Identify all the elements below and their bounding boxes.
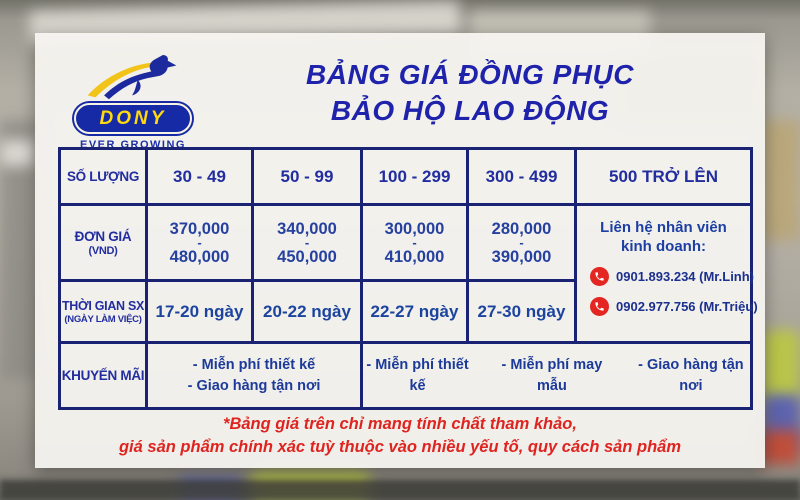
contact-cell — [577, 206, 758, 344]
leadtime-cell: 27-30 ngày — [469, 282, 577, 344]
disclaimer — [35, 413, 765, 459]
bg-highlight — [0, 140, 36, 166]
dony-logo — [63, 51, 203, 151]
bg-shelf-red — [760, 430, 800, 464]
phone-icon — [590, 297, 609, 316]
disclaimer-line2: giá sản phẩm chính xác tuỳ thuộc vào nhiều yếu tố, quy cách sản phẩm — [118, 438, 682, 456]
disclaimer-line1: *Bảng giá trên chỉ mang tính chất tham khảo, — [223, 415, 577, 433]
promo-large-orders-cell: - Miễn phí thiết kế - Miễn phí may mẫu - Giao hàng tận nơi — [366, 356, 744, 394]
leadtime-cell: 17-20 ngày — [148, 282, 254, 344]
price-row-label: ĐƠN GIÁ (VND) — [61, 206, 148, 282]
bg-fabric-green — [762, 330, 800, 400]
quantity-range-cell: 50 - 99 — [254, 150, 363, 206]
logo-wordmark: DONY — [99, 107, 167, 129]
leadtime-cell: 22-27 ngày — [363, 282, 469, 344]
logo-tagline: EVER GROWING — [79, 139, 186, 151]
logo-wordmark-pill — [74, 103, 192, 134]
quantity-range-cell: 100 - 299 — [363, 150, 469, 206]
leadtime-cell: 20-22 ngày — [254, 282, 363, 344]
leadtime-row-label: THỜI GIAN SX (NGÀY LÀM VIỆC) — [61, 282, 148, 344]
phone-icon — [590, 267, 609, 286]
quantity-range-cell: 300 - 499 — [469, 150, 577, 206]
quantity-range-cell: 30 - 49 — [148, 150, 254, 206]
page-title — [210, 57, 730, 129]
promo-small-orders-cell: - Miễn phí thiết kế - Giao hàng tận nơi — [148, 344, 363, 407]
price-cell: 370,000 - 480,000 — [148, 206, 254, 282]
price-card — [35, 33, 765, 468]
bg-floor-shadow — [0, 480, 800, 500]
promo-row-label: KHUYẾN MÃI — [61, 344, 148, 407]
quantity-row-label: SỐ LƯỢNG — [61, 150, 148, 206]
page-title-line1: BẢNG GIÁ ĐỒNG PHỤC — [306, 59, 634, 90]
contact-phone-row — [581, 297, 758, 316]
bg-shelf — [760, 120, 800, 240]
phone-number: 0902.977.756 (Mr.Triệu) — [616, 299, 758, 314]
quantity-range-cell: 500 TRỞ LÊN — [577, 150, 750, 206]
contact-heading: Liên hệ nhân viên kinh doanh: — [600, 219, 727, 255]
price-cell: 300,000 - 410,000 — [363, 206, 469, 282]
contact-phone-row — [581, 267, 755, 286]
price-cell: 340,000 - 450,000 — [254, 206, 363, 282]
price-table — [58, 147, 758, 410]
kangaroo-icon — [80, 51, 186, 109]
page-title-line2: BẢO HỘ LAO ĐỘNG — [330, 95, 610, 126]
price-cell: 280,000 - 390,000 — [469, 206, 577, 282]
phone-number: 0901.893.234 (Mr.Linh) — [616, 269, 755, 284]
